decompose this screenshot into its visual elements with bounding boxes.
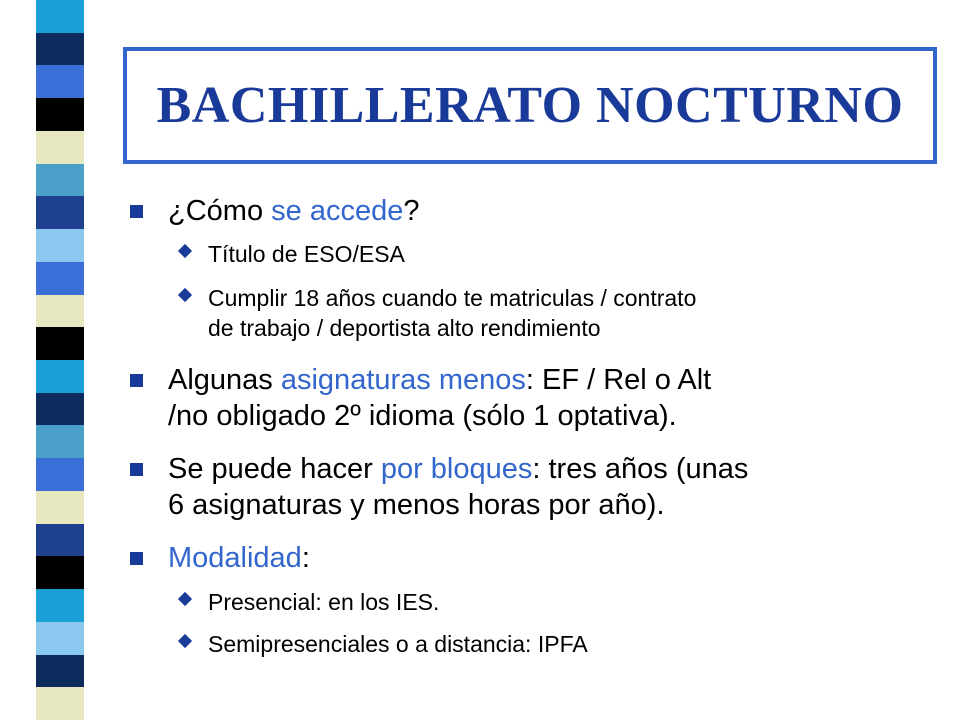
diamond-bullet-icon: [178, 288, 192, 302]
stripe-segment: [36, 687, 84, 720]
stripe-segment: [36, 327, 84, 360]
stripe-segment: [36, 360, 84, 393]
stripe-segment: [36, 65, 84, 98]
stripe-segment: [36, 556, 84, 589]
stripe-segment: [36, 196, 84, 229]
square-bullet-icon: [130, 205, 143, 218]
stripe-segment: [36, 393, 84, 426]
stripe-segment: [36, 655, 84, 688]
stripe-segment: [36, 229, 84, 262]
stripe-segment: [36, 458, 84, 491]
stripe-segment: [36, 491, 84, 524]
stripe-segment: [36, 164, 84, 197]
stripe-segment: [36, 589, 84, 622]
stripe-segment: [36, 0, 84, 33]
stripe-segment: [36, 524, 84, 557]
stripe-segment: [36, 98, 84, 131]
stripe-segment: [36, 33, 84, 66]
decorative-stripe-bar: [0, 0, 108, 720]
stripe-segment: [36, 622, 84, 655]
stripe-segment: [36, 262, 84, 295]
stripe-segment: [36, 425, 84, 458]
stripe-segment: [36, 131, 84, 164]
title-box: [123, 47, 937, 164]
square-bullet-icon: [130, 463, 143, 476]
diamond-bullet-icon: [178, 244, 192, 258]
slide-title: BACHILLERATO NOCTURNO: [156, 77, 904, 134]
diamond-bullet-icon: [178, 634, 192, 648]
diamond-bullet-icon: [178, 592, 192, 606]
square-bullet-icon: [130, 552, 143, 565]
square-bullet-icon: [130, 374, 143, 387]
stripe-segment: [36, 295, 84, 328]
stripe-accent: [84, 0, 108, 34]
